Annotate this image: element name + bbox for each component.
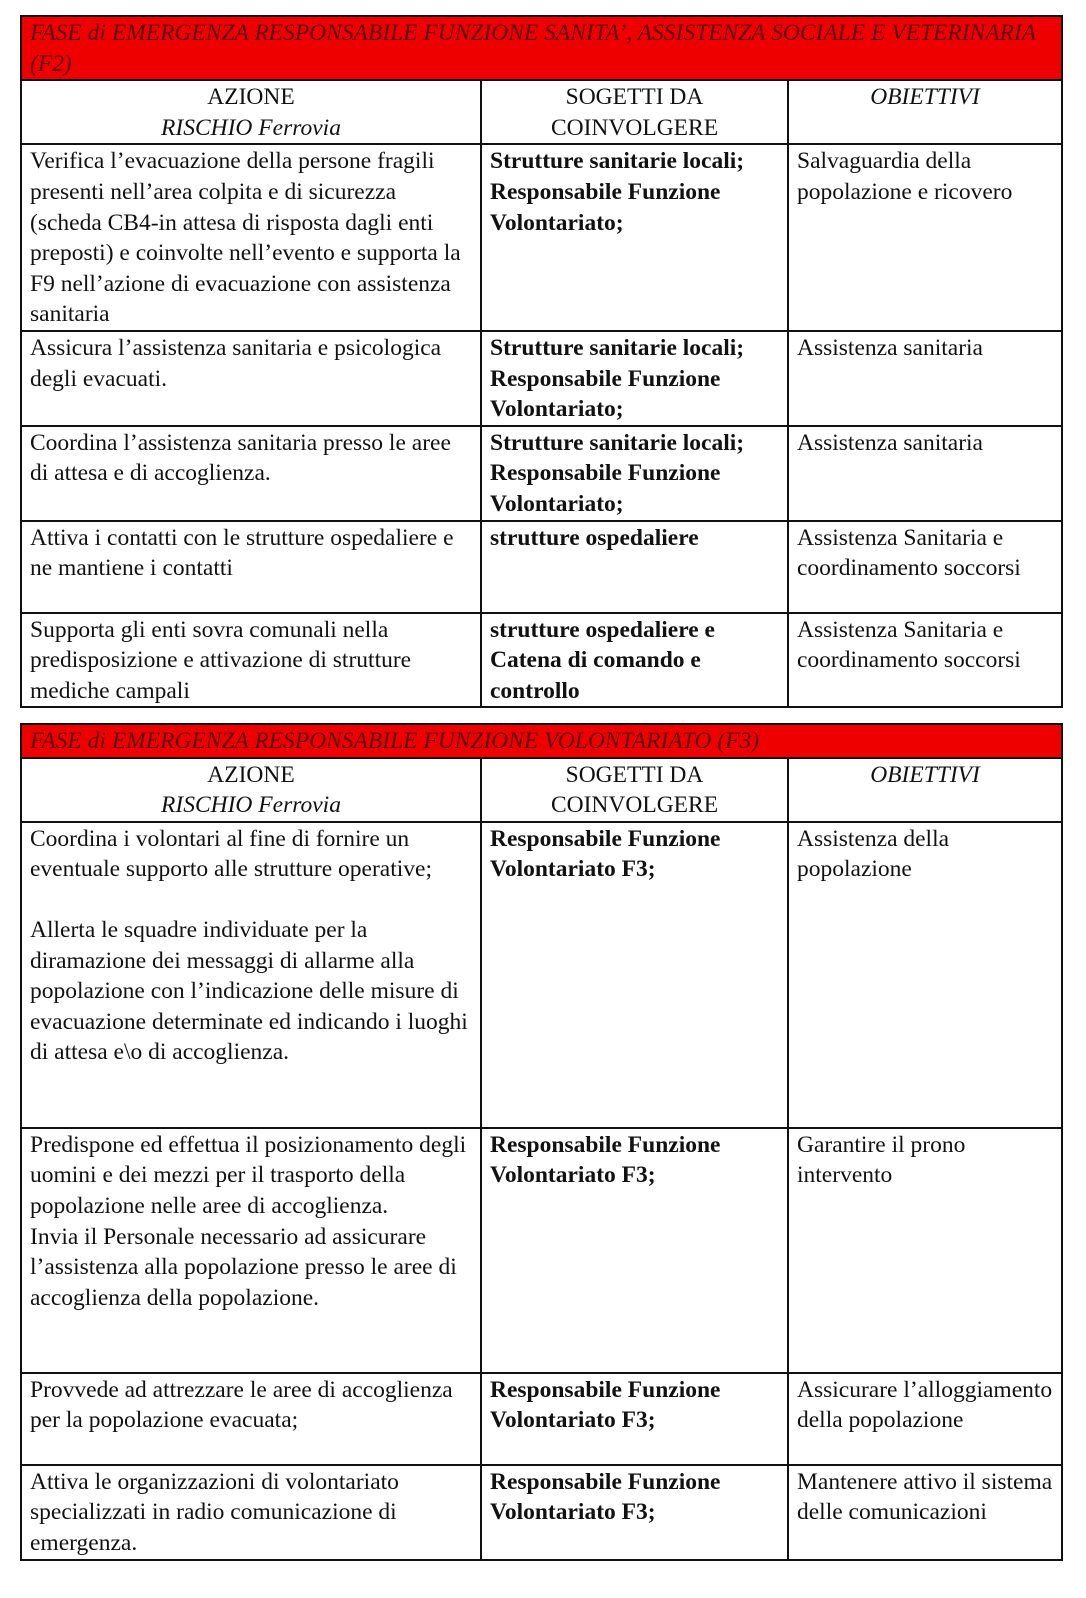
cell-azione [21,1128,481,1373]
header-soggetti: SOGETTI DA COINVOLGERE [481,758,788,822]
cell-soggetti: Responsabile Funzione Volontariato F3; [481,822,788,1128]
cell-azione [21,822,481,1128]
section-title: FASE di EMERGENZA RESPONSABILE FUNZIONE VOLONTARIATO (F3) [21,724,1062,758]
cell-obiettivi: Assistenza della popolazione [788,822,1062,1128]
header-azione-label: AZIONE [207,761,295,788]
cell-soggetti: Strutture sanitarie locali; Responsabile Funzione Volontariato; [481,144,788,331]
section-title: FASE di EMERGENZA RESPONSABILE FUNZIONE SANITA’, ASSISTENZA SOCIALE E VETERINARIA (F2) [21,16,1062,80]
table-f3 [20,723,1063,1561]
cell-obiettivi: Assistenza sanitaria [788,426,1062,521]
header-rischio-label: RISCHIO Ferrovia [161,792,341,819]
table-row [21,613,1062,708]
table-f2 [20,15,1063,708]
cell-azione: Supporta gli enti sovra comunali nella predisposizione e attivazione di strutture mediche campali [21,613,481,708]
cell-soggetti: Responsabile Funzione Volontariato F3; [481,1373,788,1465]
table-row [21,521,1062,613]
cell-obiettivi: Salvaguardia della popolazione e ricovero [788,144,1062,331]
cell-azione: Verifica l’evacuazione della persone fragili presenti nell’area colpita e di sicurezza (scheda CB4-in attesa di risposta dagli enti preposti) e coinvolte nell’evento e supporta la F9 nell’azione di evacuazione con assistenza sanitaria [21,144,481,331]
header-soggetti: SOGETTI DA COINVOLGERE [481,80,788,144]
header-azione [21,80,481,144]
header-obiettivi: OBIETTIVI [788,80,1062,144]
cell-azione-paragraph: Allerta le squadre individuate per la diramazione dei messaggi di allarme alla popolazione con l’indicazione delle misure di evacuazione determinate ed indicando i luoghi di attesa e\o di accoglienza. [30,916,468,1066]
cell-soggetti: Responsabile Funzione Volontariato F3; [481,1128,788,1373]
header-rischio-label: RISCHIO Ferrovia [161,114,341,141]
table-row [21,1465,1062,1560]
cell-obiettivi: Assistenza Sanitaria e coordinamento soccorsi [788,521,1062,613]
cell-azione-paragraph: Predispone ed effettua il posizionamento degli uomini e dei mezzi per il trasporto della popolazione nelle aree di accoglienza. [30,1131,467,1219]
table-row [21,331,1062,426]
cell-obiettivi: Mantenere attivo il sistema delle comunicazioni [788,1465,1062,1560]
cell-azione: Coordina l’assistenza sanitaria presso le aree di attesa e di accoglienza. [21,426,481,521]
table-row [21,822,1062,1128]
cell-azione: Attiva le organizzazioni di volontariato specializzati in radio comunicazione di emergenza. [21,1465,481,1560]
cell-soggetti: Responsabile Funzione Volontariato F3; [481,1465,788,1560]
cell-azione-paragraph: Invia il Personale necessario ad assicurare l’assistenza alla popolazione presso le aree di accoglienza della popolazione. [30,1223,457,1311]
cell-azione: Attiva i contatti con le strutture ospedaliere e ne mantiene i contatti [21,521,481,613]
cell-soggetti: strutture ospedaliere e Catena di comando e controllo [481,613,788,708]
header-azione-label: AZIONE [207,84,295,111]
cell-azione-paragraph: Coordina i volontari al fine di fornire un eventuale supporto alle strutture operative; [30,825,432,883]
table-row [21,426,1062,521]
header-obiettivi: OBIETTIVI [788,758,1062,822]
header-azione [21,758,481,822]
cell-soggetti: Strutture sanitarie locali; Responsabile Funzione Volontariato; [481,426,788,521]
table-row [21,1128,1062,1373]
cell-obiettivi: Garantire il prono intervento [788,1128,1062,1373]
table-row [21,1373,1062,1465]
cell-obiettivi: Assistenza sanitaria [788,331,1062,426]
table-row [21,144,1062,331]
cell-soggetti: strutture ospedaliere [481,521,788,613]
cell-azione: Provvede ad attrezzare le aree di accoglienza per la popolazione evacuata; [21,1373,481,1465]
cell-soggetti: Strutture sanitarie locali; Responsabile Funzione Volontariato; [481,331,788,426]
cell-obiettivi: Assistenza Sanitaria e coordinamento soccorsi [788,613,1062,708]
cell-azione: Assicura l’assistenza sanitaria e psicologica degli evacuati. [21,331,481,426]
cell-obiettivi: Assicurare l’alloggiamento della popolazione [788,1373,1062,1465]
